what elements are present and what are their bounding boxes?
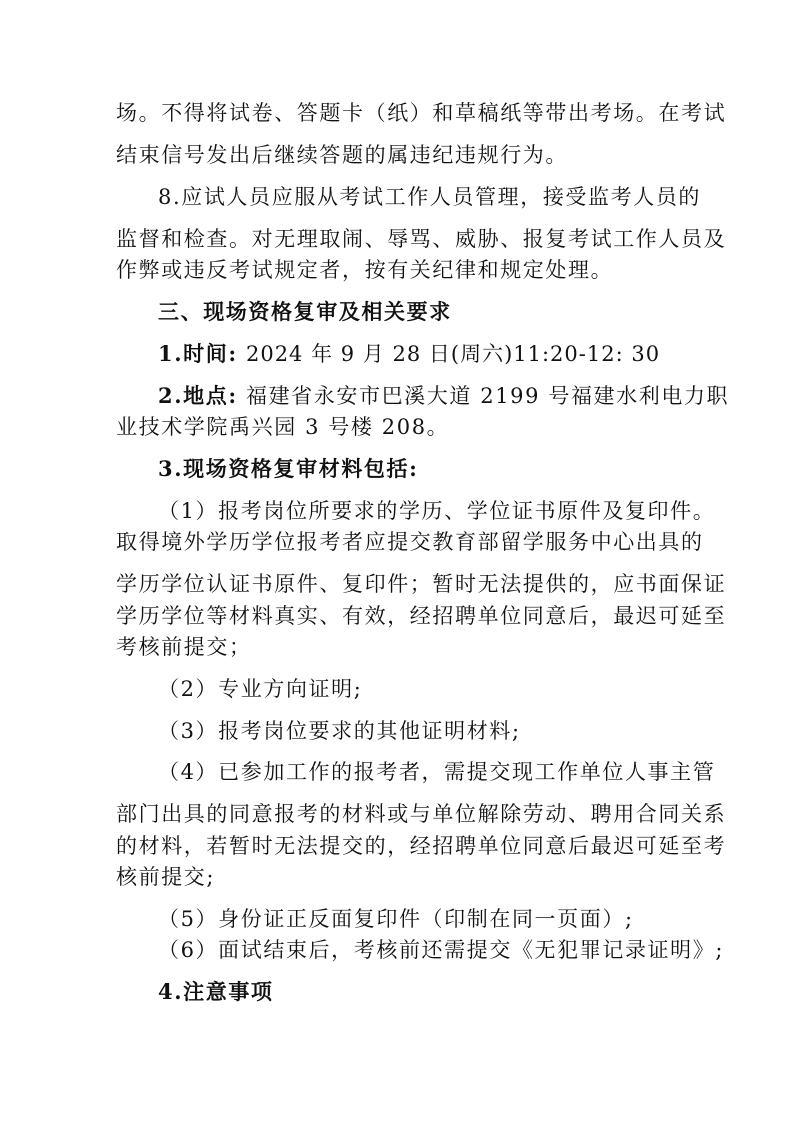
list-item: （6）面试结束后，考核前还需提交《无犯罪记录证明》; (158, 938, 725, 962)
list-item: （3）报考岗位要求的其他证明材料; (158, 719, 521, 743)
paragraph-line: 部门出具的同意报考的材料或与单位解除劳动、聘用合同关系 (116, 802, 727, 826)
paragraph-line: 学历学位等材料真实、有效，经招聘单位同意后，最迟可延至 (116, 604, 727, 628)
list-item: （5）身份证正反面复印件（印制在同一页面）; (158, 907, 634, 931)
list-item: （4）已参加工作的报考者，需提交现工作单位人事主管 (158, 760, 716, 784)
list-item: （1）报考岗位所要求的学历、学位证书原件及复印件。 (158, 499, 716, 523)
place-row (158, 381, 729, 411)
section-heading: 三、现场资格复审及相关要求 (158, 300, 452, 324)
paragraph-line: 8.应试人员应服从考试工作人员管理，接受监考人员的 (158, 185, 702, 209)
paragraph-line: 业技术学院禹兴园 3 号楼 208。 (116, 415, 450, 439)
place-label: 2.地点: (158, 383, 238, 408)
paragraph-line: 取得境外学历学位报考者应提交教育部留学服务中心出具的 (116, 530, 704, 554)
time-value: 2024 年 9 月 28 日(周六)11:20-12: 30 (245, 342, 661, 366)
paragraph-line: 结束信号发出后继续答题的属违纪违规行为。 (116, 143, 568, 167)
paragraph-line: 场。不得将试卷、答题卡（纸）和草稿纸等带出考场。在考试 (116, 101, 727, 125)
paragraph-line: 学历学位认证书原件、复印件；暂时无法提供的，应书面保证 (116, 572, 727, 596)
paragraph-line: 考核前提交； (116, 635, 252, 659)
list-item: （2）专业方向证明; (158, 677, 363, 701)
subsection-heading: 3.现场资格复审材料包括: (158, 456, 419, 481)
paragraph-line: 作弊或违反考试规定者，按有关纪律和规定处理。 (116, 258, 614, 282)
paragraph-line: 核前提交; (116, 865, 216, 889)
paragraph-line: 的材料，若暂时无法提交的，经招聘单位同意后最迟可延至考 (116, 834, 727, 858)
subsection-heading: 4.注意事项 (158, 979, 274, 1004)
paragraph-line: 监督和检查。对无理取闹、辱骂、威胁、报复考试工作人员及 (116, 227, 727, 251)
place-value: 福建省永安市巴溪大道 2199 号福建水利电力职 (245, 384, 730, 408)
time-row (158, 339, 660, 369)
time-label: 1.时间: (158, 341, 238, 366)
